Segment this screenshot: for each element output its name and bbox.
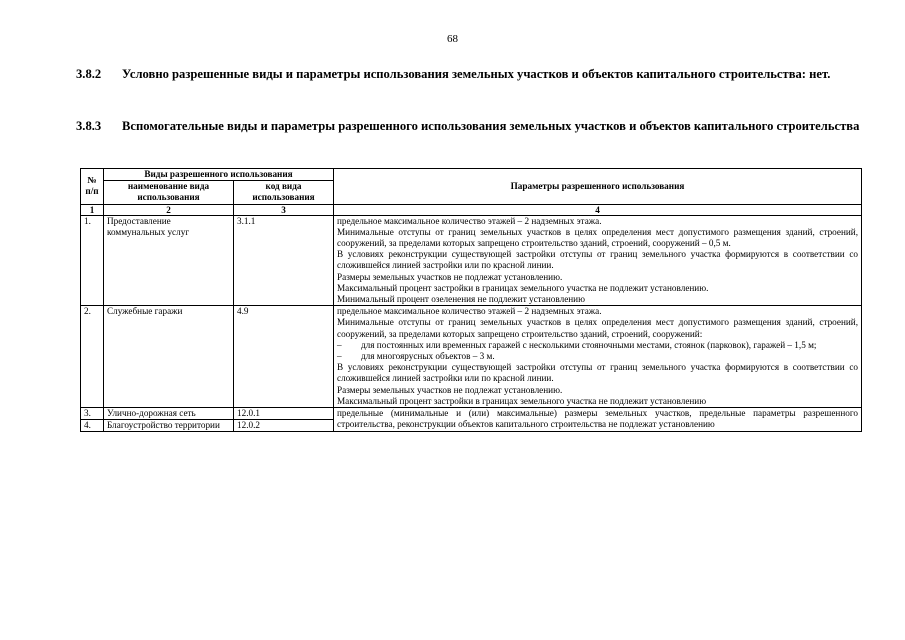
param-text: Размеры земельных участков не подлежат установлению.	[337, 384, 563, 395]
section-3-8-3	[76, 118, 862, 135]
param-text: Минимальные отступы от границ земельных участков в целях определения мест допустимого размещения зданий, строений, сооружений, за пределами которых запрещено строительство зданий, строений, сооружений:	[337, 317, 858, 339]
param-text: В условиях реконструкции существующей застройки отступы от границ земельного участка формируются в соответствии со сложившейся линией застройки или по красной линии.	[337, 249, 858, 271]
table-header-row	[81, 169, 862, 181]
page-number: 68	[447, 33, 458, 45]
column-index-row	[81, 204, 862, 215]
row-use-name: Благоустройство территории	[104, 420, 234, 432]
row-use-code: 12.0.1	[234, 408, 334, 420]
row-params	[334, 306, 862, 408]
section-number: 3.8.2	[76, 67, 102, 81]
table-row	[81, 306, 862, 408]
param-text: В условиях реконструкции существующей застройки отступы от границ земельного участка формируются в соответствии со сложившейся линией застройки или по красной линии.	[337, 362, 858, 384]
header-kind-name: наименование вида использования	[104, 181, 234, 204]
row-params-shared	[334, 408, 862, 432]
header-params: Параметры разрешенного использования	[334, 169, 862, 205]
row-use-name: Предоставление коммунальных услуг	[104, 215, 234, 306]
bullet-text: для многоярусных объектов – 3 м.	[361, 351, 495, 362]
permitted-use-table	[80, 168, 862, 432]
row-params	[334, 215, 862, 306]
param-text: Минимальные отступы от границ земельных участков в целях определения мест допустимого размещения зданий, строений, сооружений, за пределами которых запрещено строительство зданий, строений, сооружений – 0,5 м.	[337, 226, 858, 249]
section-3-8-2	[76, 66, 862, 83]
column-index: 4	[334, 204, 862, 215]
section-title: Вспомогательные виды и параметры разрешенного использования земельных участков и объектов капитального строительства	[122, 119, 860, 133]
param-text: Максимальный процент застройки в границах земельного участка не подлежит установлению	[337, 395, 707, 406]
table-row	[81, 215, 862, 306]
param-bullet	[337, 340, 858, 351]
param-text: предельное максимальное количество этажей – 2 надземных этажа.	[337, 306, 602, 317]
row-use-code: 3.1.1	[234, 215, 334, 306]
section-title: Условно разрешенные виды и параметры использования земельных участков и объектов капитального строительства: нет.	[122, 67, 831, 81]
row-use-name: Служебные гаражи	[104, 306, 234, 408]
row-use-code: 4.9	[234, 306, 334, 408]
row-num: 1.	[81, 215, 104, 306]
row-use-name: Улично-дорожная сеть	[104, 408, 234, 420]
param-text: предельные (минимальные и (или) максимальные) размеры земельных участков, предельные параметры разрешенного строительства, реконструкции объектов капитального строительства не подлежат установлению	[337, 408, 858, 430]
table-row	[81, 408, 862, 420]
dash-bullet: –	[337, 351, 342, 362]
param-text: Размеры земельных участков не подлежат установлению.	[337, 271, 563, 282]
param-bullet	[337, 351, 858, 362]
row-use-code: 12.0.2	[234, 420, 334, 432]
param-text: Минимальный процент озеленения не подлежит установлению	[337, 294, 585, 305]
bullet-text: для постоянных или временных гаражей с несколькими стояночными местами, стоянок (парковок), гаражей – 1,5 м;	[361, 339, 817, 350]
row-num: 2.	[81, 306, 104, 408]
param-text: предельное максимальное количество этажей – 2 надземных этажа.	[337, 215, 602, 226]
section-number: 3.8.3	[76, 119, 102, 133]
header-kinds-group: Виды разрешенного использования	[104, 169, 334, 181]
column-index: 2	[104, 204, 234, 215]
row-num: 3.	[81, 408, 104, 420]
header-kind-code: код вида использования	[234, 181, 334, 204]
column-index: 1	[81, 204, 104, 215]
row-num: 4.	[81, 420, 104, 432]
dash-bullet: –	[337, 339, 342, 350]
param-text: Максимальный процент застройки в границах земельного участка не подлежит установлению.	[337, 282, 709, 293]
column-index: 3	[234, 204, 334, 215]
header-num: № п/п	[81, 169, 104, 205]
